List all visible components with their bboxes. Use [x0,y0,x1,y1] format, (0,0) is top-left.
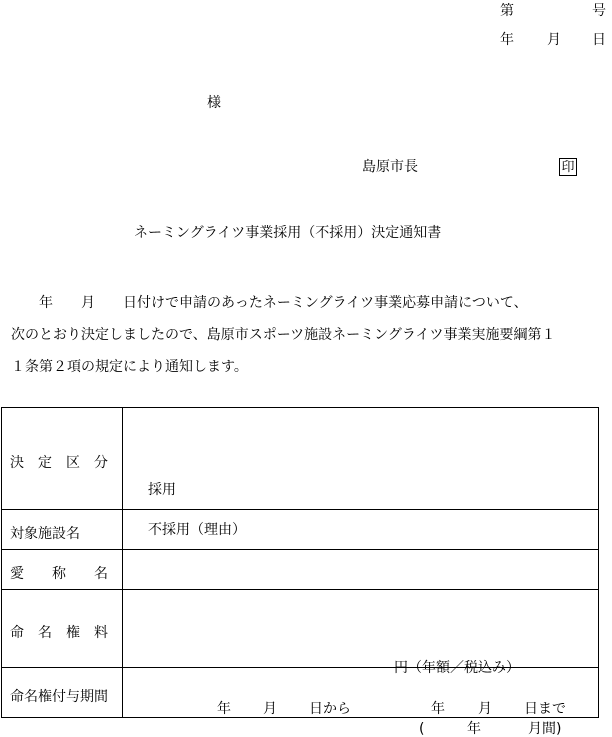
nickname-label-cell [2,550,123,590]
doc-number-suffix: 号 [592,3,606,19]
option-reject[interactable]: 不採用（理由） [148,521,246,538]
decision-value-cell[interactable] [123,408,599,538]
facility-label: 対象施設名 [10,526,80,542]
facility-label-cell [2,510,123,550]
row-facility [2,510,599,550]
date-year-label: 年 [500,32,514,48]
decision-table [1,407,599,737]
period-to-day: 日まで [524,700,566,717]
period-label: 命名権付与期間 [10,689,108,705]
period-from-month: 月 [263,700,277,717]
row-decision [2,408,599,510]
period-label-cell [2,668,123,718]
fee-label-cell [2,590,123,668]
fee-value-cell[interactable] [123,590,599,676]
body-paragraph [11,287,611,383]
period-value-cell[interactable] [123,668,599,737]
option-adopt[interactable]: 採用 [148,481,176,498]
period-duration-year: 年 [467,720,481,737]
decision-label: 決 定 区 分 [10,455,108,471]
row-fee [2,590,599,668]
period-to-year: 年 [431,700,445,717]
period-to-month: 月 [478,700,492,717]
period-from-day: 日から [309,700,351,717]
addressee-honorific: 様 [207,95,221,111]
date-day-label: 日 [592,32,606,48]
period-duration-month: 月間) [528,720,562,737]
nickname-value-cell[interactable] [123,550,599,590]
decision-label-cell [2,408,123,510]
issuer-name: 島原市長 [362,159,418,175]
document-title: ネーミングライツ事業採用（不採用）決定通知書 [134,225,442,241]
fee-label: 命 名 権 料 [10,625,108,641]
fee-unit: 円（年額／税込み） [394,659,520,676]
date-month-label: 月 [547,32,561,48]
seal-mark: 印 [559,158,577,176]
body-line-2: 次のとおり決定しましたので、島原市スポーツ施設ネーミングライツ事業実施要綱第１ [11,327,556,343]
body-line-3: １条第２項の規定により通知します。 [11,359,248,375]
body-line-1: 年 月 日付けで申請のあったネーミングライツ事業応募申請について、 [11,295,528,311]
period-duration-open: ( [419,720,425,737]
period-from-year: 年 [217,700,231,717]
row-nickname [2,550,599,590]
doc-number-prefix: 第 [500,3,514,19]
nickname-label: 愛 称 名 [10,566,108,582]
